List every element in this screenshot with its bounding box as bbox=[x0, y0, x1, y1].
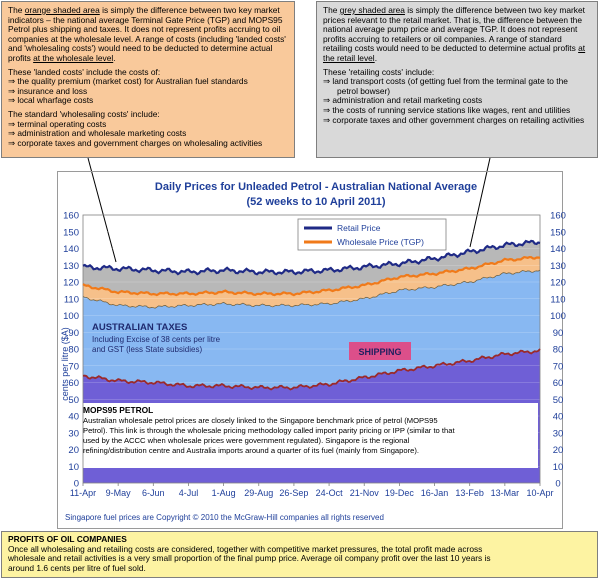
x-tick-label: 13-Feb bbox=[455, 488, 484, 498]
mops-line-2: Petrol). This link is through the wholesale pricing methodology called import parity pricing or IPP (similar to that bbox=[83, 426, 455, 435]
y-tick-label-right: 100 bbox=[550, 311, 566, 322]
y-tick-label-right: 40 bbox=[552, 411, 564, 423]
y-tick-label-right: 10 bbox=[552, 461, 564, 473]
y-tick-label-right: 140 bbox=[550, 244, 566, 255]
wholesaling-cost-item: ⇒ terminal operating costs bbox=[8, 118, 107, 129]
y-tick-label-left: 130 bbox=[63, 260, 79, 272]
x-tick-label: 13-Mar bbox=[490, 488, 520, 498]
y-tick-label-left: 120 bbox=[63, 277, 79, 289]
x-tick-label: 9-May bbox=[105, 488, 131, 498]
taxes-text-line2: and GST (less State subsidies) bbox=[92, 345, 203, 354]
y-tick-label-right: 50 bbox=[552, 394, 564, 406]
legend bbox=[298, 219, 446, 250]
x-tick-label: 24-Oct bbox=[315, 488, 343, 498]
legend-tgp-label: Wholesale Price (TGP) bbox=[337, 237, 424, 247]
y-tick-label-left: 110 bbox=[63, 294, 79, 306]
y-axis-label: cents per litre ($A) bbox=[60, 327, 70, 401]
y-tick-label-right: 130 bbox=[550, 260, 566, 272]
taxes-text-line1: Including Excise of 38 cents per litre bbox=[92, 335, 221, 344]
x-tick-label: 29-Aug bbox=[244, 488, 274, 498]
y-tick-label-left: 80 bbox=[68, 344, 79, 356]
y-tick-label-right: 110 bbox=[550, 294, 566, 306]
grey-area-term: grey shaded area bbox=[339, 5, 405, 15]
orange-area-term: orange shaded area bbox=[24, 5, 100, 15]
y-tick-label-left: 150 bbox=[63, 227, 79, 239]
x-tick-label: 26-Sep bbox=[279, 488, 309, 498]
y-tick-label-left: 40 bbox=[68, 411, 79, 423]
y-tick-label-left: 50 bbox=[68, 394, 79, 406]
y-tick-label-right: 80 bbox=[552, 344, 564, 356]
y-tick-label-right: 30 bbox=[552, 428, 564, 440]
profit-note-line3: around 1.6 cents per litre of fuel sold. bbox=[8, 562, 146, 573]
x-tick-label: 16-Jan bbox=[420, 488, 449, 498]
chart-subtitle: (52 weeks to 10 April 2011) bbox=[246, 196, 386, 208]
x-axis bbox=[70, 483, 554, 498]
x-tick-label: 6-Jun bbox=[142, 488, 165, 498]
y-tick-label-right: 20 bbox=[552, 445, 564, 456]
mops-line-4: refining/distribution centre and Australia imports around a quarter of its fuel (mainly from Singapore). bbox=[83, 446, 419, 455]
retailing-cost-item: ⇒ administration and retail marketing costs bbox=[323, 95, 483, 106]
y-tick-label-left: 60 bbox=[68, 378, 79, 389]
legend-retail-label: Retail Price bbox=[337, 223, 381, 233]
y-tick-label-right: 70 bbox=[552, 361, 564, 373]
wholesaling-cost-item: ⇒ administration and wholesale marketing costs bbox=[8, 128, 187, 139]
y-tick-label-right: 120 bbox=[550, 277, 566, 289]
y-tick-label-left: 70 bbox=[68, 361, 79, 373]
y-tick-label-right: 160 bbox=[550, 210, 566, 222]
y-tick-label-right: 60 bbox=[552, 378, 564, 389]
wholesaling-cost-item: ⇒ corporate taxes and government charges on wholesaling activities bbox=[8, 137, 263, 148]
wholesaling-costs-heading: The standard 'wholesaling costs' include: bbox=[8, 108, 160, 119]
x-tick-label: 1-Aug bbox=[211, 488, 236, 498]
landed-cost-item: ⇒ insurance and loss bbox=[8, 85, 88, 96]
y-tick-label-right: 0 bbox=[555, 478, 561, 490]
y-tick-label-left: 140 bbox=[63, 244, 79, 255]
copyright-note: Singapore fuel prices are Copyright © 2010 the McGraw-Hill companies all rights reserved bbox=[65, 513, 384, 522]
mops-title: MOPS95 PETROL bbox=[83, 405, 154, 415]
mops-line-1: Australian wholesale petrol prices are closely linked to the Singapore benchmark price of petrol (MOPS95 bbox=[83, 416, 438, 425]
x-tick-label: 4-Jul bbox=[178, 488, 199, 498]
x-tick-label: 19-Dec bbox=[384, 488, 414, 498]
y-tick-label-right: 90 bbox=[552, 327, 564, 339]
y-tick-label-left: 160 bbox=[63, 210, 79, 222]
x-tick-label: 11-Apr bbox=[69, 488, 97, 498]
y-tick-label-left: 0 bbox=[73, 478, 79, 490]
profit-note-line2: wholesale and retail activities is a very small proportion of the final pump price. Average oil company profit over the last 10 years is bbox=[8, 553, 491, 564]
profit-note-box bbox=[1, 531, 598, 578]
y-tick-label-left: 90 bbox=[68, 327, 79, 339]
retailing-cost-item: ⇒ corporate taxes and other government charges on retailing activities bbox=[323, 114, 585, 125]
x-tick-label: 21-Nov bbox=[349, 488, 379, 498]
profit-note-line1: Once all wholesaling and retailing costs are considered, together with competitive market pressures, the total profit made across bbox=[8, 543, 483, 554]
landed-cost-item: ⇒ the quality premium (market cost) for Australian fuel standards bbox=[8, 76, 248, 87]
y-tick-label-left: 10 bbox=[68, 461, 79, 473]
x-tick-label: 10-Apr bbox=[526, 488, 554, 498]
y-tick-label-left: 20 bbox=[68, 445, 79, 456]
retailing-cost-item: ⇒ land transport costs (of getting fuel from the terminal gate to the petrol bowser) bbox=[323, 76, 568, 96]
y-tick-label-left: 30 bbox=[68, 428, 79, 440]
chart-title: Daily Prices for Unleaded Petrol - Australian National Average bbox=[154, 181, 478, 193]
orange-area-explanation-box: The orange shaded area is simply the difference between two key market indicators – the national average Terminal Gate Price (TGP) and MOPS95 Petrol plus shipping and taxes. It does not represent profits accruing to oil companies at the wholesale level. A range of costs (including 'landed costs' and 'wholesaling costs') would need to be deducted to determine actual profits at the wholesale level. These 'landed costs' include the costs of: ⇒ the quality premium (market cost) for Australian fuel standards ⇒ insurance and loss ⇒ local wharfage costs The standard 'wholesaling costs' include: ⇒ terminal operating costs ⇒ administration and wholesale marketing costs ⇒ corporate taxes and government charges on wholesaling activities bbox=[1, 1, 295, 158]
retailing-cost-item: ⇒ the costs of running service stations like wages, rent and utilities bbox=[323, 104, 571, 115]
y-tick-label-right: 150 bbox=[550, 227, 566, 239]
landed-costs-heading: These 'landed costs' include the costs of: bbox=[8, 66, 161, 77]
taxes-label: AUSTRALIAN TAXES bbox=[92, 322, 188, 333]
landed-cost-item: ⇒ local wharfage costs bbox=[8, 95, 94, 106]
y-axis-right bbox=[550, 211, 566, 490]
retailing-costs-heading: These 'retailing costs' include: bbox=[323, 66, 435, 77]
profit-note-title: PROFITS OF OIL COMPANIES bbox=[8, 534, 127, 544]
grey-area-explanation-box: The grey shaded area is simply the difference between two key market prices relevant to the retail market. That is, the difference between the national average pump price and average TGP. It does not represent profits accruing to retailers or oil companies. A range of standard retailing costs would need to be deducted to determine actual profits at the retail level. These 'retailing costs' include: ⇒ land transport costs (of getting fuel from the terminal gate to the petrol bowser) ⇒ administration and retail marketing costs ⇒ the costs of running service stations like wages, rent and utilities ⇒ corporate taxes and other government charges on retailing activities bbox=[316, 1, 598, 158]
mops-line-3: used by the ACCC when wholesale prices were government regulated). Singapore is the regional bbox=[83, 436, 410, 445]
shipping-label: SHIPPING bbox=[358, 347, 402, 357]
y-tick-label-left: 100 bbox=[63, 311, 79, 322]
